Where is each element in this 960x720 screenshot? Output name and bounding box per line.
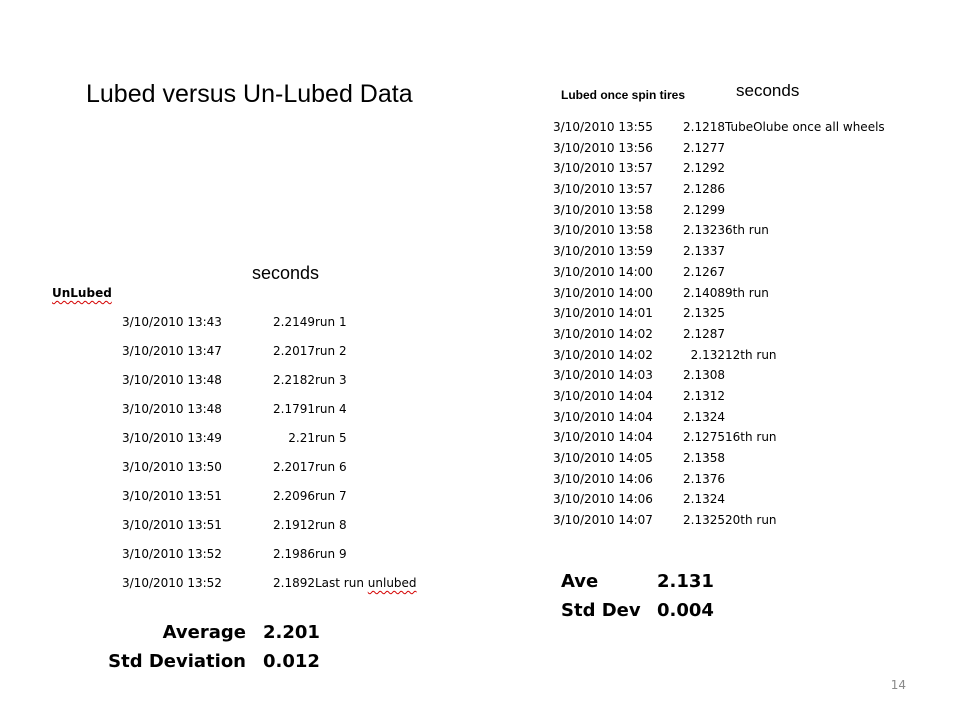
- date-cell: 3/10/2010 13:43: [122, 315, 222, 329]
- table-row: [122, 341, 432, 370]
- note-cell: 20th run: [725, 513, 777, 528]
- table-row: [553, 469, 913, 490]
- lubed-average-value: 2.131: [657, 571, 714, 592]
- table-row: [122, 399, 432, 428]
- table-row: [553, 324, 913, 345]
- date-cell: 3/10/2010 13:57: [553, 182, 653, 197]
- unlubed-section-label: UnLubed: [52, 286, 112, 300]
- date-cell: 3/10/2010 14:06: [553, 471, 653, 486]
- lubed-seconds-label: seconds: [736, 81, 800, 100]
- table-row: [553, 510, 913, 531]
- date-cell: 3/10/2010 13:52: [122, 576, 222, 590]
- unlubed-data-table: [122, 312, 432, 602]
- date-cell: 3/10/2010 13:52: [122, 547, 222, 561]
- date-cell: 3/10/2010 14:02: [553, 326, 653, 341]
- unlubed-std-value: 0.012: [263, 651, 320, 672]
- seconds-cell: 2.1791: [273, 402, 315, 416]
- seconds-cell: 2.1912: [273, 518, 315, 532]
- lubed-average-label: Ave: [561, 571, 599, 592]
- table-row: [553, 158, 913, 179]
- seconds-cell: 2.1286: [683, 182, 725, 197]
- table-row: [122, 312, 432, 341]
- seconds-cell: 2.2017: [273, 460, 315, 474]
- seconds-cell: 2.1358: [683, 451, 725, 465]
- table-row: [553, 427, 913, 448]
- note-prefix: Last run: [315, 576, 368, 590]
- date-cell: 3/10/2010 14:03: [553, 368, 653, 383]
- lubed-std-value: 0.004: [657, 600, 714, 621]
- date-cell: 3/10/2010 14:00: [553, 285, 653, 300]
- note-cell: TubeOlube once all wheels: [725, 120, 885, 134]
- date-cell: 3/10/2010 14:05: [553, 451, 653, 465]
- seconds-cell: 2.1892: [273, 576, 315, 590]
- table-row: [122, 515, 432, 544]
- seconds-cell: 2.2149: [273, 315, 315, 329]
- table-row: [553, 386, 913, 407]
- date-cell: 3/10/2010 13:59: [553, 244, 653, 259]
- seconds-cell: 2.1267: [683, 264, 725, 279]
- date-cell: 3/10/2010 13:48: [122, 373, 222, 387]
- table-row: [553, 138, 913, 159]
- note-cell: 16th run: [725, 430, 777, 445]
- table-row: [553, 489, 913, 510]
- date-cell: 3/10/2010 13:58: [553, 223, 653, 238]
- date-cell: 3/10/2010 13:47: [122, 344, 222, 358]
- seconds-cell: 2.1312: [683, 388, 725, 403]
- seconds-cell: 2.2017: [273, 344, 315, 358]
- note-cell: run 3: [315, 373, 347, 387]
- date-cell: 3/10/2010 14:04: [553, 409, 653, 424]
- note-cell: 6th run: [725, 223, 769, 238]
- page-number: 14: [890, 678, 906, 692]
- table-row: [553, 262, 913, 283]
- seconds-cell: 2.1325: [683, 513, 725, 528]
- seconds-cell: 2.1376: [683, 471, 725, 486]
- lubed-data-table: [553, 117, 913, 531]
- seconds-cell: 2.132: [690, 347, 725, 362]
- date-cell: 3/10/2010 14:01: [553, 306, 653, 321]
- note-cell: run 2: [315, 344, 347, 358]
- seconds-cell: 2.1308: [683, 368, 725, 383]
- note-cell: [315, 573, 417, 593]
- date-cell: 3/10/2010 13:48: [122, 402, 222, 416]
- date-cell: 3/10/2010 14:00: [553, 264, 653, 279]
- table-row: [553, 241, 913, 262]
- table-row: [122, 370, 432, 399]
- date-cell: 3/10/2010 13:51: [122, 489, 222, 503]
- note-cell: 12th run: [725, 347, 777, 362]
- date-cell: 3/10/2010 13:56: [553, 140, 653, 155]
- table-row: [553, 200, 913, 221]
- slide-title: Lubed versus Un-Lubed Data: [86, 80, 413, 108]
- date-cell: 3/10/2010 13:58: [553, 202, 653, 217]
- lubed-std-label: Std Dev: [561, 600, 641, 621]
- table-row: [553, 303, 913, 324]
- table-row: [553, 283, 913, 304]
- table-row: [122, 544, 432, 573]
- seconds-cell: 2.1408: [683, 285, 725, 300]
- seconds-cell: 2.1218: [683, 120, 725, 134]
- lubed-section-label: Lubed once spin tires: [561, 88, 686, 102]
- table-row: [553, 448, 913, 469]
- unlubed-average-value: 2.201: [263, 622, 320, 643]
- seconds-cell: 2.1287: [683, 326, 725, 341]
- date-cell: 3/10/2010 13:49: [122, 431, 222, 445]
- unlubed-average-label: Average: [162, 622, 246, 643]
- table-row: [553, 345, 913, 366]
- table-row: [553, 365, 913, 386]
- note-cell: run 7: [315, 489, 347, 503]
- seconds-cell: 2.1324: [683, 492, 725, 507]
- date-cell: 3/10/2010 14:02: [553, 347, 653, 362]
- unlubed-seconds-label: seconds: [252, 263, 320, 283]
- date-cell: 3/10/2010 14:06: [553, 492, 653, 507]
- seconds-cell: 2.1325: [683, 306, 725, 321]
- date-cell: 3/10/2010 14:04: [553, 430, 653, 445]
- table-row: [122, 573, 432, 602]
- date-cell: 3/10/2010 13:57: [553, 161, 653, 176]
- date-cell: 3/10/2010 13:50: [122, 460, 222, 474]
- table-row: [122, 486, 432, 515]
- date-cell: 3/10/2010 13:55: [553, 120, 653, 134]
- table-row: [553, 220, 913, 241]
- note-cell: run 4: [315, 402, 347, 416]
- note-cell: run 8: [315, 518, 347, 532]
- date-cell: 3/10/2010 14:07: [553, 513, 653, 528]
- seconds-cell: 2.2182: [273, 373, 315, 387]
- note-cell: 9th run: [725, 285, 769, 300]
- seconds-cell: 2.1277: [683, 140, 725, 155]
- seconds-cell: 2.2096: [273, 489, 315, 503]
- table-row: [122, 428, 432, 457]
- unlubed-std-label: Std Deviation: [108, 651, 246, 672]
- note-cell: run 1: [315, 315, 347, 329]
- seconds-cell: 2.1324: [683, 409, 725, 424]
- seconds-cell: 2.1323: [683, 223, 725, 238]
- date-cell: 3/10/2010 14:04: [553, 388, 653, 403]
- table-row: [553, 407, 913, 428]
- note-cell: run 6: [315, 460, 347, 474]
- note-cell: run 5: [315, 431, 347, 445]
- table-row: [553, 179, 913, 200]
- seconds-cell: 2.1292: [683, 161, 725, 176]
- misspelling-underlined-word: unlubed: [367, 576, 417, 590]
- seconds-cell: 2.1275: [683, 430, 725, 445]
- seconds-cell: 2.1986: [273, 547, 315, 561]
- table-row: [122, 457, 432, 486]
- seconds-cell: 2.21: [288, 431, 315, 445]
- seconds-cell: 2.1299: [683, 202, 725, 217]
- date-cell: 3/10/2010 13:51: [122, 518, 222, 532]
- table-row: [553, 117, 913, 138]
- seconds-cell: 2.1337: [683, 244, 725, 259]
- note-cell: run 9: [315, 547, 347, 561]
